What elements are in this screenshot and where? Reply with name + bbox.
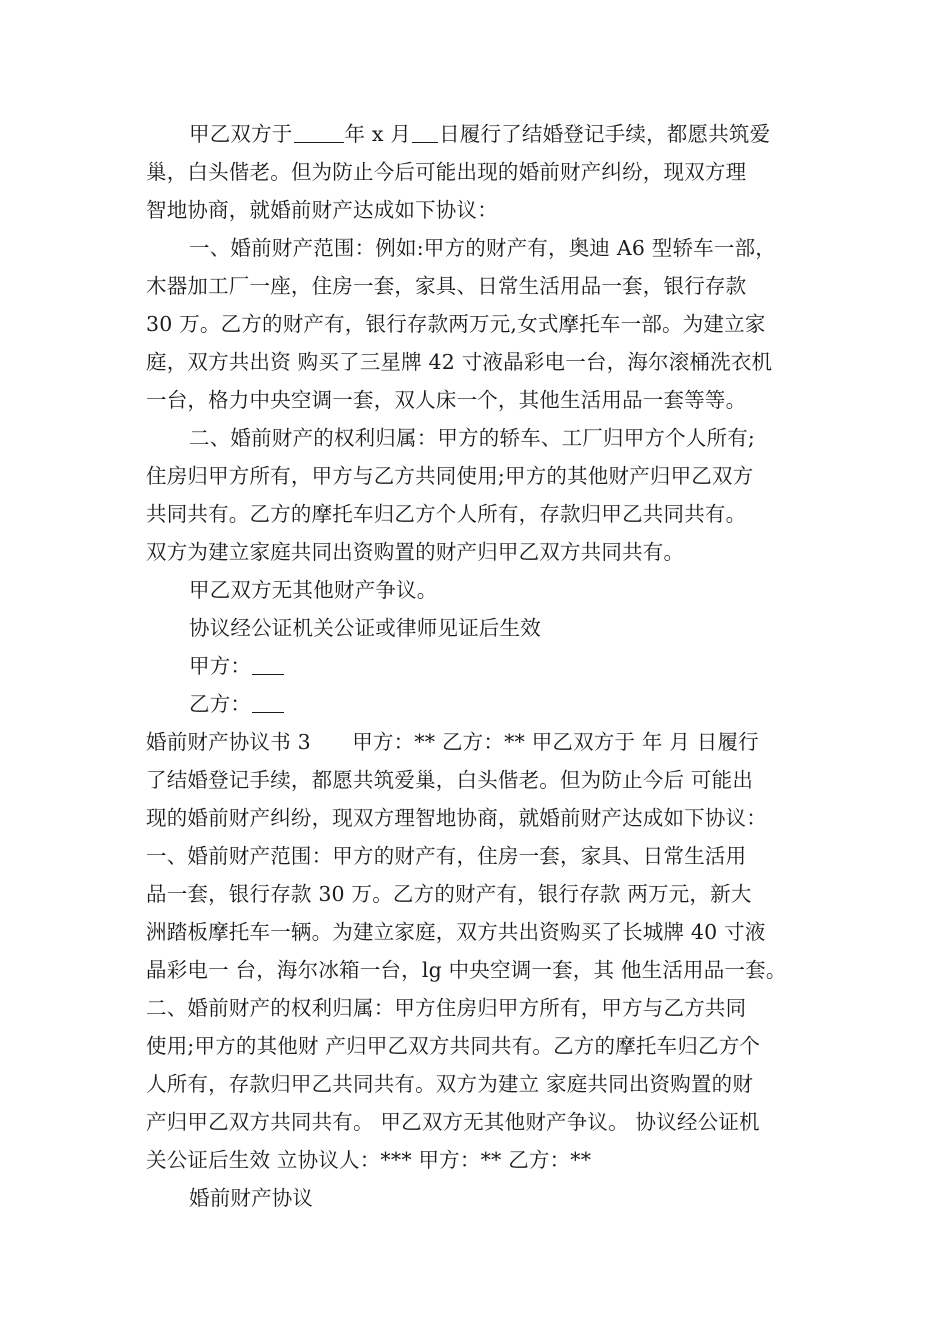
paragraph-line: 双方为建立家庭共同出资购置的财产归甲乙双方共同共有。 bbox=[146, 540, 685, 564]
paragraph-line: 智地协商，就婚前财产达成如下协议： bbox=[146, 198, 498, 222]
section-heading-line: 二、婚前财产的权利归属：甲方的轿车、工厂归甲方个人所有; bbox=[189, 426, 756, 450]
paragraph-line: 产归甲乙双方共同共有。 甲乙双方无其他财产争议。 协议经公证机 bbox=[146, 1110, 760, 1134]
signature-line-party-b bbox=[189, 686, 285, 722]
text-segment: 日履行了结婚登记手续，都愿共筑爱 bbox=[439, 122, 771, 146]
paragraph-line: 庭，双方共出资 购买了三星牌 42 寸液晶彩电一台，海尔滚桶洗衣机 bbox=[146, 350, 773, 374]
paragraph-line: 二、婚前财产的权利归属：甲方住房归甲方所有，甲方与乙方共同 bbox=[146, 996, 747, 1020]
signature-blank bbox=[252, 654, 284, 675]
paragraph-line: 晶彩电一 台，海尔冰箱一台，lg 中央空调一套，其 他生活用品一套。 bbox=[146, 958, 787, 982]
signature-blank bbox=[252, 692, 284, 713]
paragraph-line: 一、婚前财产范围：甲方的财产有，住房一套，家具、日常生活用 bbox=[146, 844, 747, 868]
paragraph-line: 共同共有。乙方的摩托车归乙方个人所有，存款归甲乙共同共有。 bbox=[146, 502, 747, 526]
section-title-line: 婚前财产协议书 3 甲方：** 乙方：** 甲乙双方于 年 月 日履行 bbox=[146, 730, 759, 754]
section-heading-line: 一、婚前财产范围：例如:甲方的财产有，奥迪 A6 型轿车一部， bbox=[189, 236, 776, 260]
paragraph-line: 协议经公证机关公证或律师见证后生效 bbox=[189, 616, 541, 640]
paragraph-line: 一台，格力中央空调一套，双人床一个，其他生活用品一套等等。 bbox=[146, 388, 747, 412]
section-title-line: 婚前财产协议 bbox=[189, 1186, 314, 1210]
paragraph-line: 使用;甲方的其他财 产归甲乙双方共同共有。乙方的摩托车归乙方个 bbox=[146, 1034, 761, 1058]
text-segment: 甲乙双方于 bbox=[189, 122, 293, 146]
paragraph-line: 甲乙双方无其他财产争议。 bbox=[189, 578, 438, 602]
paragraph-line: 木器加工厂一座，住房一套，家具、日常生活用品一套，银行存款 bbox=[146, 274, 747, 298]
paragraph-line: 30 万。乙方的财产有，银行存款两万元,女式摩托车一部。为建立家 bbox=[146, 312, 766, 336]
signature-label: 乙方： bbox=[189, 692, 252, 716]
paragraph-line: 住房归甲方所有，甲方与乙方共同使用;甲方的其他财产归甲乙双方 bbox=[146, 464, 754, 488]
paragraph-line: 品一套，银行存款 30 万。乙方的财产有，银行存款 两万元，新大 bbox=[146, 882, 752, 906]
paragraph-line: 洲踏板摩托车一辆。为建立家庭，双方共出资购买了长城牌 40 寸液 bbox=[146, 920, 766, 944]
paragraph-line: 人所有，存款归甲乙共同共有。双方为建立 家庭共同出资购置的财 bbox=[146, 1072, 754, 1096]
paragraph-line: 关公证后生效 立协议人：*** 甲方：** 乙方：** bbox=[146, 1148, 592, 1172]
paragraph-line: 现的婚前财产纠纷，现双方理智地协商，就婚前财产达成如下协议： bbox=[146, 806, 767, 830]
text-segment: 年 x 月 bbox=[344, 122, 412, 146]
blank-field-day bbox=[412, 122, 438, 143]
paragraph-line: 了结婚登记手续，都愿共筑爱巢，白头偕老。但为防止今后 可能出 bbox=[146, 768, 754, 792]
signature-label: 甲方： bbox=[189, 654, 252, 678]
paragraph-line-1 bbox=[189, 116, 770, 152]
signature-line-party-a bbox=[189, 648, 285, 684]
blank-field-year bbox=[294, 122, 344, 143]
paragraph-line: 巢，白头偕老。但为防止今后可能出现的婚前财产纠纷，现双方理 bbox=[146, 160, 747, 184]
